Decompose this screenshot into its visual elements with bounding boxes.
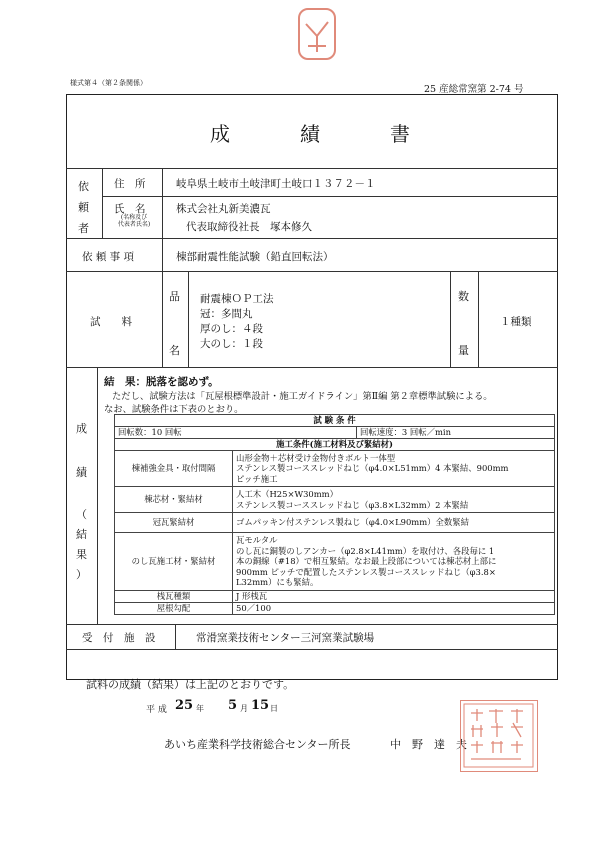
issuer: あいち産業科学技術総合センター所長 — [164, 738, 351, 751]
row-category: 棟芯材・緊結材 — [115, 487, 233, 513]
row-detail-line: ステンレス製コーススレッドねじ（φ4.0×L51mm）4 本緊結、900mm — [236, 463, 509, 474]
rule-above-reception — [66, 624, 558, 625]
applicant-label-char-1: 依 — [78, 180, 89, 193]
name-note-line1: (名称及び — [120, 214, 148, 221]
row-detail-line: のし瓦に銅製のしアンカー（φ2.8×L41mm）を取付け、各段毎に 1 — [236, 545, 495, 556]
date-year: 25 — [175, 698, 194, 713]
applicant-label-char-2: 頼 — [78, 201, 89, 214]
item-label-char-1: 品 — [169, 290, 180, 303]
title-char-3: 書 — [390, 122, 410, 146]
item-label-char-2: 名 — [169, 344, 180, 357]
row-detail-line: 瓦モルタル — [236, 535, 278, 546]
row-detail-line: ゴムパッキン付ステンレス製ねじ（φ4.0×L90mm）全数緊結 — [236, 517, 470, 528]
row-detail — [233, 451, 555, 487]
result-label-char-4: 結 — [76, 528, 87, 541]
row-detail: J 形桟瓦 — [233, 591, 555, 603]
result-headline: 結 果：脱落を認めず。 — [104, 376, 219, 388]
reception-value: 常滑窯業技術センター三河窯業試験場 — [196, 632, 375, 644]
company-name: 株式会社丸新美濃瓦 — [176, 203, 271, 215]
row-detail: 50／100 — [233, 603, 555, 615]
address-value: 岐阜県土岐市土岐津町土岐口１３７２－１ — [176, 178, 376, 190]
representative-name: 代表取締役社長 塚本修久 — [186, 221, 312, 233]
reception-label: 受 付 施 設 — [82, 632, 156, 644]
address-label: 住 所 — [114, 178, 146, 190]
sample-label: 試 料 — [90, 316, 132, 328]
form-number: 様式第４（第２条関係） — [70, 79, 147, 87]
result-note-line2: なお、試験条件は下表のとおり。 — [104, 404, 244, 415]
name-note-line2: 代表者氏名) — [117, 221, 151, 228]
table-row — [115, 513, 555, 533]
date-day-unit: 日 — [270, 704, 278, 713]
item-line-2: 冠：多間丸 — [200, 308, 253, 320]
name-label: 氏 名 — [114, 203, 146, 215]
rule-address-name — [102, 196, 558, 197]
rule-qty-label-right — [478, 271, 479, 367]
row-detail-line: L32mm）にも緊結。 — [236, 577, 319, 588]
qty-label-char-2: 量 — [458, 344, 469, 357]
row-detail-line: ピッチ施工 — [236, 473, 278, 484]
construction-header: 施工条件(施工材料及び緊結材) — [115, 439, 555, 451]
title-char-1: 成 — [210, 122, 230, 146]
result-label-char-1: 成 — [76, 422, 87, 435]
result-label-char-6: ） — [76, 568, 87, 581]
rule-below-applicant — [66, 238, 558, 239]
row-detail — [233, 513, 555, 533]
result-label-char-2: 績 — [76, 466, 87, 479]
date-year-unit: 年 — [196, 704, 204, 713]
rule-result-section — [97, 367, 98, 624]
row-detail-line: ステンレス製コーススレッドねじ（φ3.8×L32mm）2 本緊結 — [236, 499, 469, 510]
rotation-count: 回転数：10 回転 — [115, 427, 357, 439]
date-era: 平 成 — [146, 705, 167, 715]
row-detail-line: 人工木（H25×W30mm） — [236, 488, 339, 499]
result-label-char-3: （ — [76, 508, 87, 521]
table-row — [115, 591, 555, 603]
row-detail — [233, 487, 555, 513]
top-stamp-seal — [296, 6, 338, 62]
title-char-2: 績 — [300, 122, 320, 146]
rule-reception — [175, 624, 176, 649]
table-row — [115, 487, 555, 513]
row-detail-line: 山形金物＋芯材受け金物付きボルト一体型 — [236, 452, 396, 463]
director-name: 中 野 達 夫 — [390, 738, 467, 751]
rule-label-column — [162, 168, 163, 272]
row-category: 冠瓦緊結材 — [115, 513, 233, 533]
request-label: 依 頼 事 項 — [82, 251, 135, 263]
item-line-1: 耐震棟ＯＰ工法 — [200, 293, 274, 305]
rotation-speed: 回転速度：3 回転／min — [357, 427, 555, 439]
applicant-label-char-3: 者 — [78, 222, 89, 235]
row-category: のし瓦施工材・緊結材 — [115, 533, 233, 591]
table-row — [115, 603, 555, 615]
qty-label-char-1: 数 — [458, 290, 469, 303]
rule-below-request — [66, 271, 558, 272]
row-detail-line: 900mm ピッチで配置したステンレス製コーススレッドねじ（φ3.8× — [236, 566, 496, 577]
rule-below-reception — [66, 649, 558, 650]
request-value: 棟部耐震性能試験（鉛直回転法） — [176, 251, 334, 263]
test-conditions-table — [114, 414, 555, 615]
result-note-line1: ただし、試験方法は「瓦屋根標準設計・施工ガイドライン」第Ⅱ編 第２章標準試験による。 — [112, 391, 493, 402]
rule-item-label — [188, 271, 189, 367]
rule-below-title — [66, 168, 558, 169]
name-note — [108, 214, 160, 228]
item-line-3: 厚のし：４段 — [200, 323, 263, 335]
date-month: 5 — [228, 698, 238, 713]
row-category: 棟補強金具・取付間隔 — [115, 451, 233, 487]
official-seal — [460, 700, 538, 772]
row-detail — [233, 533, 555, 591]
conditions-header: 試 験 条 件 — [115, 415, 555, 427]
result-label-char-5: 果 — [76, 548, 87, 561]
item-line-4: 大のし：１段 — [200, 338, 263, 350]
official-seal-graphic — [461, 701, 536, 770]
date-month-unit: 月 — [240, 704, 248, 713]
document-number: 25 産総常窯第 2-74 号 — [424, 84, 524, 95]
rule-below-sample — [66, 367, 558, 368]
table-row — [115, 451, 555, 487]
rule-sample-label — [162, 271, 163, 367]
rule-applicant-section — [102, 168, 103, 238]
date-day: 15 — [251, 698, 270, 713]
qty-value: １種類 — [500, 316, 532, 328]
table-row — [115, 533, 555, 591]
rule-qty-label-left — [450, 271, 451, 367]
row-detail-line: 本の銅線（#18）で相互緊結。なお最上段部については棟芯材上部に — [236, 556, 497, 567]
row-category: 桟瓦種類 — [115, 591, 233, 603]
row-category: 屋根勾配 — [115, 603, 233, 615]
statement: 試料の成績（結果）は上記のとおりです。 — [86, 678, 295, 691]
